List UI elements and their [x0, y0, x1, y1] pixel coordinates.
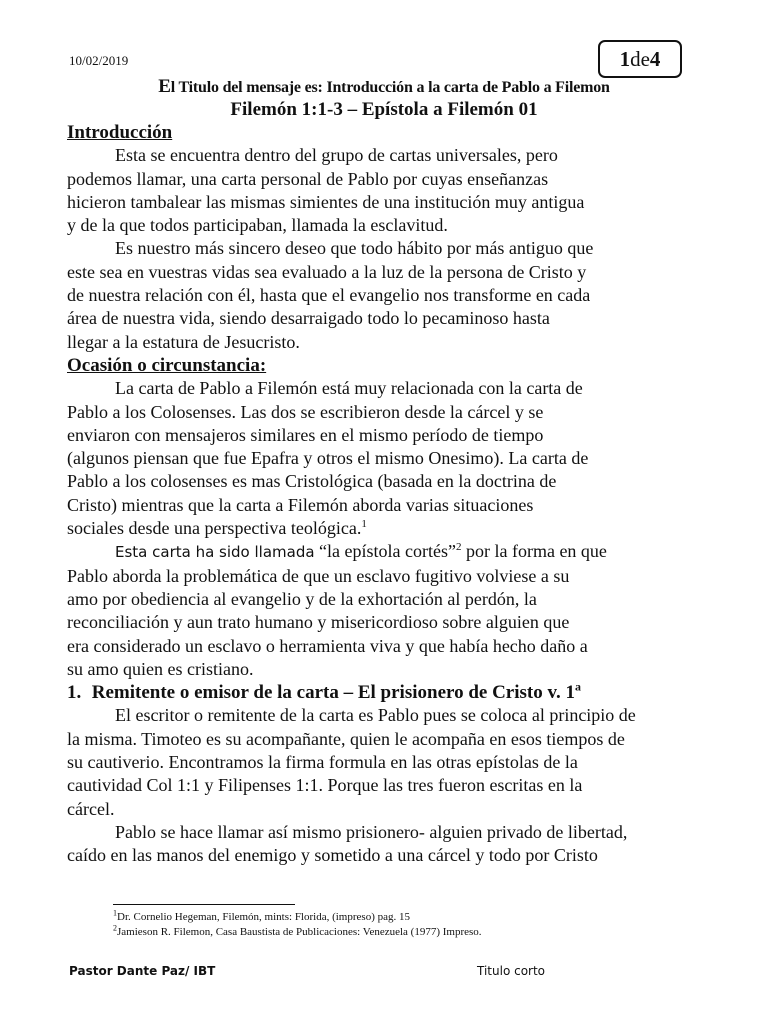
- footnote-2: [113, 922, 482, 940]
- section-1-heading: [67, 681, 701, 704]
- text-line: hicieron tambalear las mismas simientes de una institución muy antigua: [67, 191, 585, 212]
- page-total: 4: [649, 46, 661, 71]
- text-line: área de nuestra vida, siendo desarraigado todo lo pecaminoso hasta: [67, 308, 550, 329]
- text-line: Es nuestro más sincero deseo que todo hábito por más antiguo que: [115, 238, 594, 259]
- document-date: 10/02/2019: [69, 53, 129, 68]
- footnotes: [113, 910, 482, 939]
- section-title: Remitente o emisor de la carta – El prisionero de Cristo v. 1: [91, 682, 575, 704]
- text-line: cautividad Col 1:1 y Filipenses 1:1. Porque las tres fueron escritas en la: [67, 775, 583, 796]
- text-segment: Esta carta ha sido llamada: [115, 543, 315, 562]
- text-line: podemos llamar, una carta personal de Pablo por cuyas enseñanzas: [67, 168, 549, 189]
- section-number: 1.: [67, 682, 82, 704]
- text-line: este sea en vuestras vidas sea evaluado a la luz de la persona de Cristo y: [67, 261, 587, 282]
- text-line: de nuestra relación con él, hasta que el evangelio nos transforme en cada: [67, 285, 591, 306]
- text-line: cárcel.: [67, 798, 115, 819]
- footnote-mark: 2: [113, 922, 117, 932]
- text-line: enviaron con mensajeros similares en el mismo período de tiempo: [67, 424, 544, 445]
- text-line: Pablo aborda la problemática de que un esclavo fugitivo volviese a su: [67, 565, 570, 586]
- footer-short-title: Titulo corto: [477, 964, 546, 978]
- footnote-divider: [113, 904, 295, 905]
- text-segment: por la forma en que: [461, 541, 607, 562]
- text-line: su amo quien es cristiano.: [67, 658, 254, 679]
- text-segment: sociales desde una perspectiva teológica.: [67, 518, 362, 539]
- text-line: la misma. Timoteo es su acompañante, quien le acompaña en esos tiempos de: [67, 728, 625, 749]
- section-1-paragraph-1: [67, 704, 701, 820]
- occasion-heading: Ocasión o circunstancia:: [67, 354, 267, 376]
- message-title: [0, 76, 768, 98]
- page-subtitle: Filemón 1:1-3 – Epístola a Filemón 01: [230, 99, 538, 120]
- intro-paragraph-1: [67, 144, 701, 237]
- text-line: reconciliación y aun trato humano y misericordioso sobre alguien que: [67, 612, 570, 633]
- footnote-ref-1[interactable]: 1: [361, 518, 367, 531]
- text-line: Esta se encuentra dentro del grupo de cartas universales, pero: [115, 145, 558, 166]
- intro-paragraph-2: [67, 237, 701, 353]
- occasion-paragraph-1: [67, 377, 701, 540]
- text-line: (algunos piensan que fue Epafra y otros el mismo Onesimo). La carta de: [67, 448, 589, 469]
- page-counter-box: [598, 40, 682, 78]
- text-line: Pablo a los Colosenses. Las dos se escribieron desde la cárcel y se: [67, 401, 544, 422]
- footnote-mark: 1: [113, 908, 117, 918]
- text-line: llegar a la estatura de Jesucristo.: [67, 331, 300, 352]
- footnote-1: [113, 910, 482, 925]
- text-line: [67, 540, 701, 564]
- text-line: caído en las manos del enemigo y sometido a una cárcel y todo por Cristo: [67, 845, 598, 866]
- document-body: [67, 121, 701, 868]
- text-line: La carta de Pablo a Filemón está muy relacionada con la carta de: [115, 378, 583, 399]
- section-1-paragraph-2: [67, 821, 701, 868]
- footnote-text: Dr. Cornelio Hegeman, Filemón, mints: Florida, (impreso) pag. 15: [117, 911, 410, 923]
- footnote-ref-2[interactable]: 2: [455, 541, 462, 554]
- text-line: Pablo se hace llamar así mismo prisionero- alguien privado de libertad,: [115, 821, 628, 842]
- intro-heading: Introducción: [67, 122, 173, 143]
- occasion-paragraph-2: [67, 540, 701, 681]
- title-text: l Titulo del mensaje es: Introducción a la carta de Pablo a Filemon: [170, 79, 610, 96]
- footer-author: Pastor Dante Paz/ IBT: [69, 964, 216, 978]
- text-line: era considerado un esclavo o herramienta viva y que había hecho daño a: [67, 635, 588, 656]
- text-line: su cautiverio. Encontramos la firma formula en las otras epístolas de la: [67, 752, 578, 773]
- text-line: El escritor o remitente de la carta es Pablo pues se coloca al principio de: [115, 705, 636, 726]
- text-line: amo por obediencia al evangelio y de la exhortación al perdón, la: [67, 588, 537, 609]
- title-first-letter: E: [158, 76, 171, 97]
- text-line: y de la que todos participaban, llamada la esclavitud.: [67, 215, 448, 236]
- page-current: 1: [619, 46, 631, 71]
- text-segment: “la epístola cortés”: [314, 541, 456, 562]
- text-line: [67, 517, 701, 540]
- text-line: Cristo) mientras que la carta a Filemón aborda varias situaciones: [67, 494, 534, 515]
- page-of-label: de: [630, 46, 650, 71]
- text-line: Pablo a los colosenses es mas Cristológica (basada en la doctrina de: [67, 471, 557, 492]
- section-superscript: a: [574, 679, 581, 694]
- footnote-text: Jamieson R. Filemon, Casa Baustista de Publicaciones: Venezuela (1977) Impreso.: [117, 925, 482, 938]
